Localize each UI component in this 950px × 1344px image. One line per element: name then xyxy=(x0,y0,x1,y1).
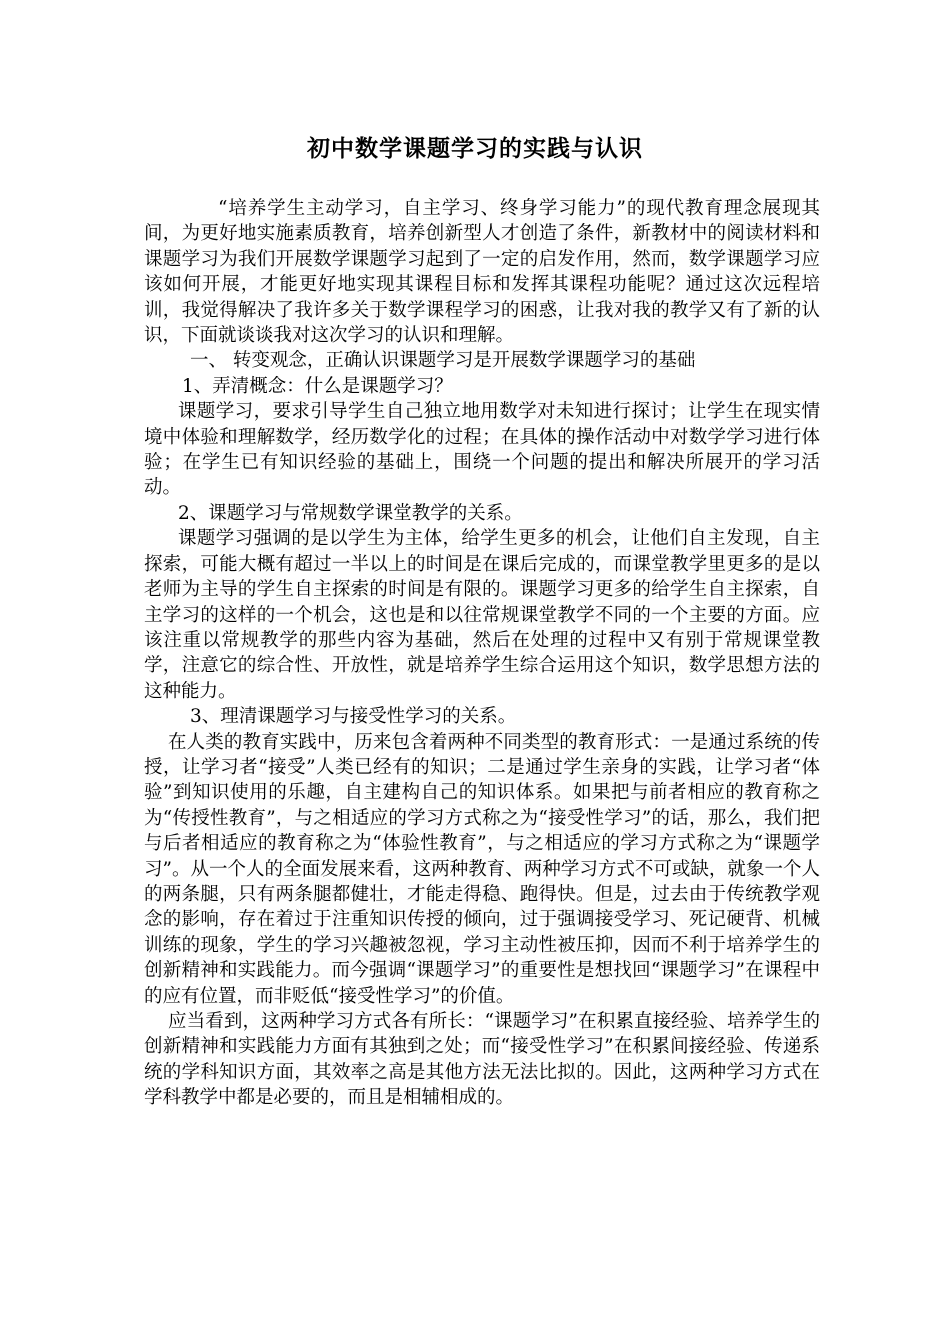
paragraph-education-forms: 在人类的教育实践中，历来包含着两种不同类型的教育形式：一是通过系统的传授，让学习者“接受”人类已经有的知识；二是通过学生亲身的实践，让学习者“体验”到知识使用的乐趣，自主建构自己的知识体系。如果把与前者相应的教育称之为“传授性教育”，与之相适应的学习方式称之为“接受性学习”的话，那么，我们把与后者相适应的教育称之为“体验性教育”，与之相适应的学习方式称之为“课题学习”。从一个人的全面发展来看，这两种教育、两种学习方式不可或缺，就象一个人的两条腿，只有两条腿都健壮，才能走得稳、跑得快。但是，过去由于传统教学观念的影响，存在着过于注重知识传授的倾向，过于强调接受学习、死记硬背、机械训练的现象，学生的学习兴趣被忽视，学习主动性被压抑，因而不利于培养学生的创新精神和实践能力。而今强调“课题学习”的重要性是想找回“课题学习”在课程中的应有位置，而非贬低“接受性学习”的价值。 xyxy=(144,731,820,1007)
subheading-3: 3、理清课题学习与接受性学习的关系。 xyxy=(190,706,517,728)
paragraph-relation: 课题学习强调的是以学生为主体，给学生更多的机会，让他们自主发现，自主探索，可能大概有超过一半以上的时间是在课后完成的，而课堂教学里更多的是以老师为主导的学生自主探索的时间是有限的。课题学习更多的给学生自主探索，自主学习的这样的一个机会，这也是和以往常规课堂教学不同的一个主要的方面。应该注重以常规教学的那些内容为基础，然后在处理的过程中又有别于常规课堂教学，注意它的综合性、开放性，就是培养学生综合运用这个知识，数学思想方法的这种能力。 xyxy=(144,528,820,702)
document-body xyxy=(144,196,820,1111)
section-heading-1: 一、 转变观念，正确认识课题学习是开展数学课题学习的基础 xyxy=(190,350,696,372)
paragraph-intro: “培养学生主动学习，自主学习、终身学习能力”的现代教育理念展现其间，为更好地实施素质教育，培养创新型人才创造了条件，新教材中的阅读材料和课题学习为我们开展数学课题学习起到了一定的启发作用，然而，数学课题学习应该如何开展，才能更好地实现其课程目标和发挥其课程功能呢？通过这次远程培训，我觉得解决了我许多关于数学课程学习的困惑，让我对我的教学又有了新的认识，下面就谈谈我对这次学习的认识和理解。 xyxy=(144,198,820,347)
subheading-2: 2、课题学习与常规数学课堂教学的关系。 xyxy=(178,502,523,524)
paragraph-conclusion: 应当看到，这两种学习方式各有所长：“课题学习”在积累直接经验、培养学生的创新精神和实践能力方面有其独到之处；而“接受性学习”在积累间接经验、传递系统的学科知识方面，其效率之高是其他方法无法比拟的。因此，这两种学习方式在学科教学中都是必要的，而且是相辅相成的。 xyxy=(144,1011,820,1109)
subheading-1: 1、弄清概念：什么是课题学习？ xyxy=(182,375,453,397)
paragraph-concept: 课题学习，要求引导学生自己独立地用数学对未知进行探讨；让学生在现实情境中体验和理解数学，经历数学化的过程；在具体的操作活动中对数学学习进行体验；在学生已有知识经验的基础上，围绕一个问题的提出和解决所展开的学习活动。 xyxy=(144,401,820,499)
document-title: 初中数学课题学习的实践与认识 xyxy=(307,135,643,162)
